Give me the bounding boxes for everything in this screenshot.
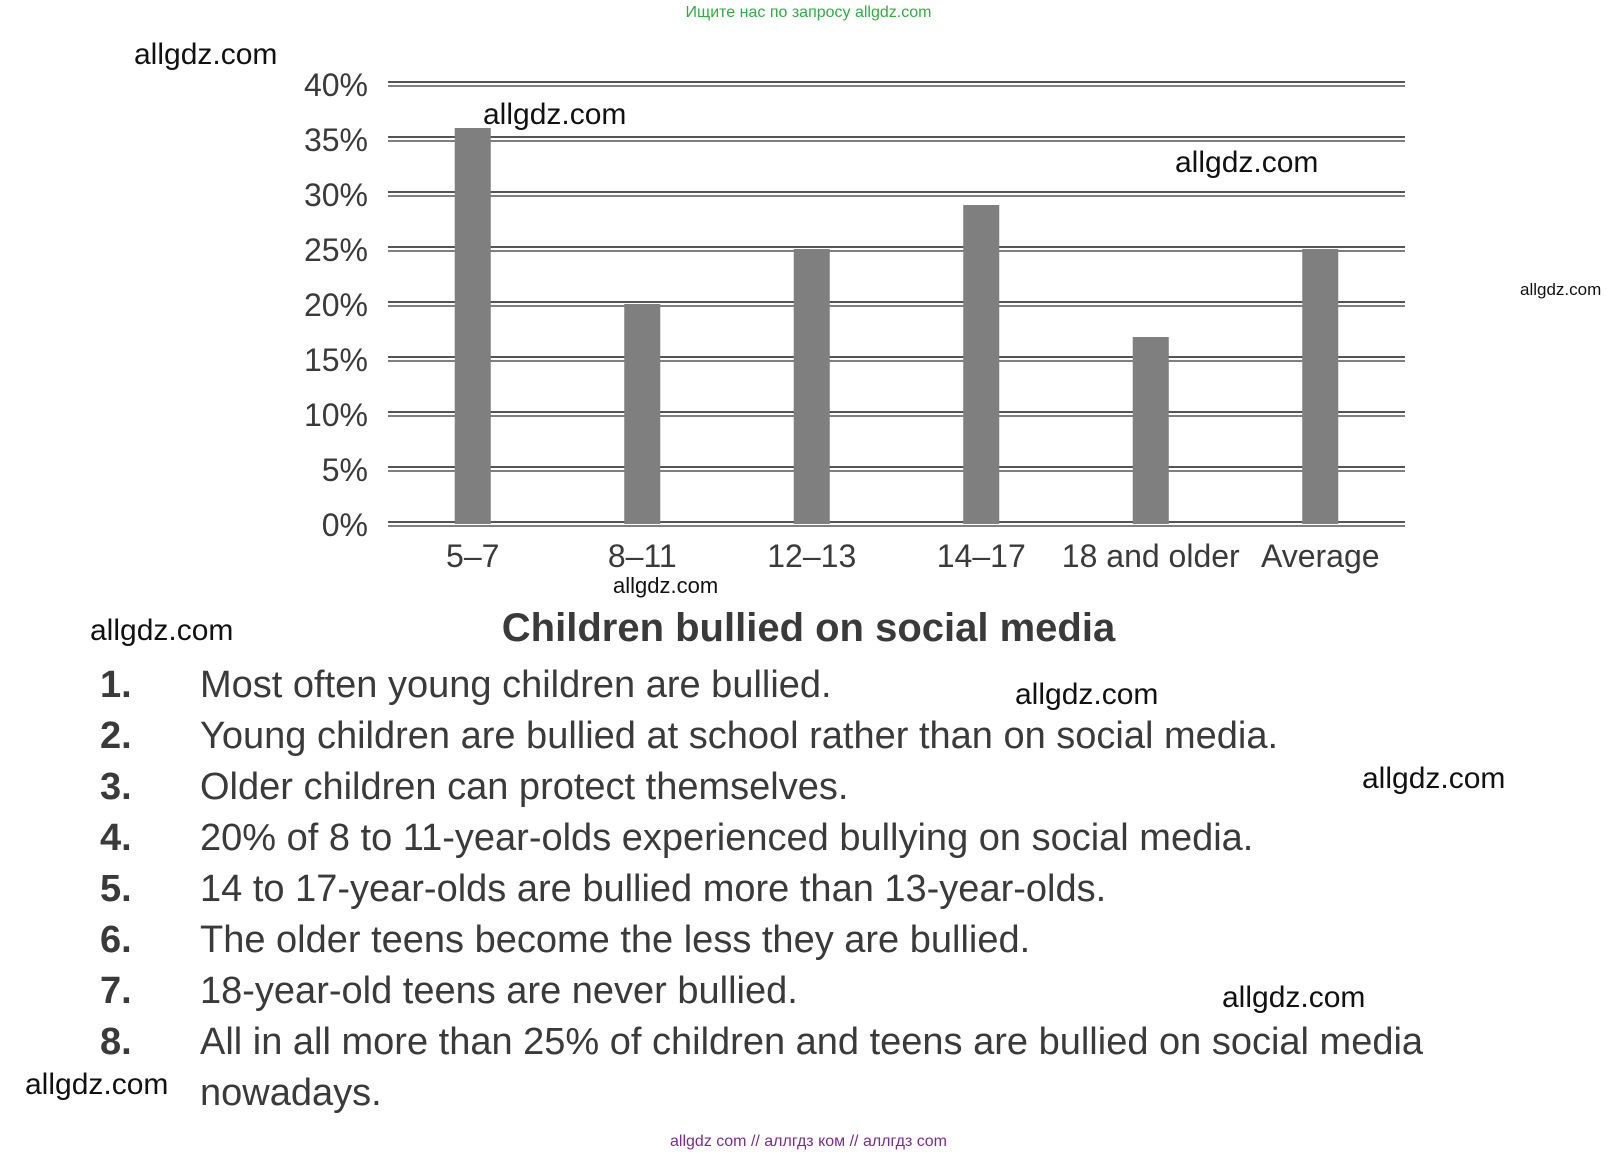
statement-number: 3. [100, 766, 132, 808]
watermark: allgdz.com [1222, 981, 1366, 1014]
statement-item [100, 660, 1580, 711]
statement-item [100, 813, 1580, 864]
watermark: allgdz.com [134, 38, 278, 71]
statement-number: 5. [100, 868, 132, 910]
footer-banner[interactable]: allgdz com // аллгдз ком // аллгдз com [670, 1133, 947, 1150]
statement-text: 18-year-old teens are never bullied. [200, 970, 798, 1012]
watermark: allgdz.com [90, 614, 234, 647]
y-tick-label: 35% [303, 122, 368, 158]
statement-list [100, 660, 1580, 1119]
statement-text: Older children can protect themselves. [200, 766, 849, 808]
watermark: allgdz.com [1520, 280, 1602, 299]
statement-text: All in all more than 25% of children and teens are bullied on social media nowadays. [200, 1021, 1424, 1114]
y-tick-label: 5% [321, 452, 368, 488]
x-tick-label: 5–7 [446, 538, 500, 574]
bar [1133, 337, 1169, 524]
bar [624, 304, 660, 524]
statement-text: The older teens become the less they are bullied. [200, 919, 1031, 961]
y-tick-label: 40% [303, 67, 368, 103]
y-tick-label: 20% [303, 287, 368, 323]
y-tick-label: 30% [303, 177, 368, 213]
bar [963, 205, 999, 524]
statement-number: 6. [100, 919, 132, 961]
y-tick-label: 25% [303, 232, 368, 268]
bar [794, 249, 830, 524]
statement-item [100, 762, 1580, 813]
y-tick-label: 15% [303, 342, 368, 378]
watermark: allgdz.com [1015, 678, 1159, 711]
x-tick-label: 14–17 [936, 538, 1026, 574]
watermark: allgdz.com [483, 98, 627, 131]
header-banner[interactable]: Ищите нас по запросу allgdz.com [685, 4, 932, 21]
bar [1302, 249, 1338, 524]
statement-item [100, 1017, 1580, 1119]
statement-item [100, 711, 1580, 762]
statement-number: 4. [100, 817, 132, 859]
statement-text: 14 to 17-year-olds are bullied more than 13-year-olds. [200, 868, 1107, 910]
x-tick-label: 12–13 [767, 538, 857, 574]
statement-number: 2. [100, 715, 132, 757]
x-tick-label: 8–11 [607, 538, 677, 574]
watermark: allgdz.com [1362, 762, 1506, 795]
statement-item [100, 864, 1580, 915]
watermark: allgdz.com [613, 573, 719, 598]
statement-item [100, 915, 1580, 966]
x-tick-label: 18 and older [1061, 538, 1240, 574]
statement-number: 1. [100, 664, 132, 706]
statement-number: 7. [100, 970, 132, 1012]
y-tick-label: 10% [303, 397, 368, 433]
chart-title: Children bullied on social media [501, 606, 1116, 650]
statement-text: Most often young children are bullied. [200, 664, 832, 706]
statement-text: 20% of 8 to 11-year-olds experienced bullying on social media. [200, 817, 1254, 859]
y-tick-label: 0% [321, 507, 368, 543]
statement-text: Young children are bullied at school rather than on social media. [200, 715, 1279, 757]
watermark: allgdz.com [1175, 146, 1319, 179]
x-tick-label: Average [1260, 538, 1380, 574]
watermark: allgdz.com [25, 1068, 169, 1101]
statement-number: 8. [100, 1021, 132, 1063]
bar [455, 128, 491, 524]
